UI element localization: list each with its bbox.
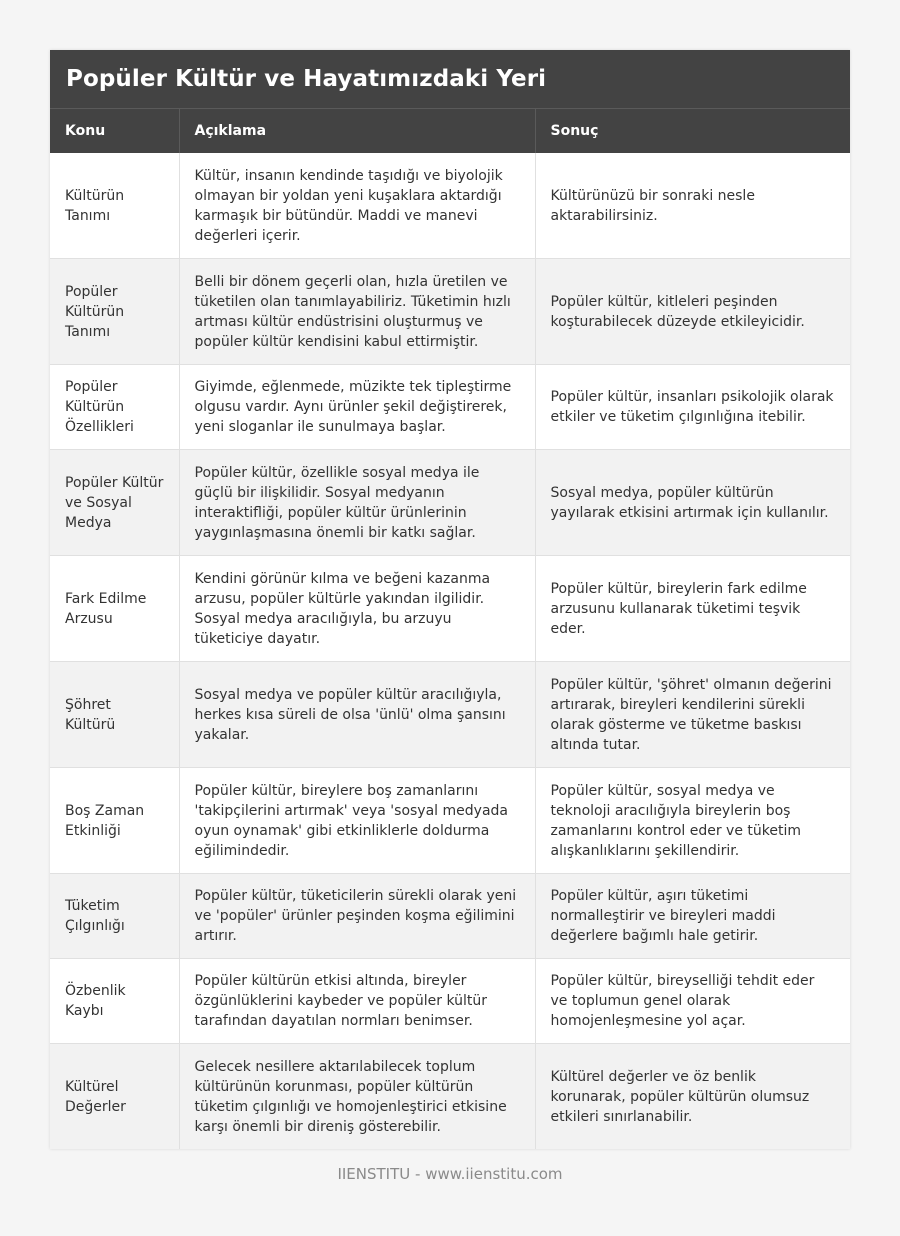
cell-aciklama: Kendini görünür kılma ve beğeni kazanma arzusu, popüler kültürle yakından ilgilidir. Sosyal medya aracılığıyla, bu arzuyu tüketiciye dayatır. bbox=[179, 556, 535, 662]
table-row bbox=[50, 153, 850, 259]
cell-konu: Kültürel Değerler bbox=[50, 1044, 179, 1150]
table-row bbox=[50, 1044, 850, 1150]
cell-konu: Popüler Kültürün Tanımı bbox=[50, 259, 179, 365]
table-row bbox=[50, 768, 850, 874]
cell-sonuc: Popüler kültür, insanları psikolojik olarak etkiler ve tüketim çılgınlığına itebilir. bbox=[535, 365, 850, 450]
footer-credit: IIENSTITU - www.iienstitu.com bbox=[337, 1165, 563, 1183]
cell-sonuc: Popüler kültür, aşırı tüketimi normalleştirir ve bireyleri maddi değerlere bağımlı hale getirir. bbox=[535, 874, 850, 959]
cell-aciklama: Popüler kültür, tüketicilerin sürekli olarak yeni ve 'popüler' ürünler peşinden koşma eğilimini artırır. bbox=[179, 874, 535, 959]
cell-aciklama: Gelecek nesillere aktarılabilecek toplum kültürünün korunması, popüler kültürün tüketim çılgınlığı ve homojenleştirici etkisine karşı önemli bir direniş gösterebilir. bbox=[179, 1044, 535, 1150]
table-row bbox=[50, 662, 850, 768]
cell-aciklama: Giyimde, eğlenmede, müzikte tek tipleştirme olgusu vardır. Aynı ürünler şekil değiştirerek, yeni sloganlar ile sunulmaya başlar. bbox=[179, 365, 535, 450]
cell-sonuc: Sosyal medya, popüler kültürün yayılarak etkisini artırmak için kullanılır. bbox=[535, 450, 850, 556]
cell-konu: Popüler Kültürün Özellikleri bbox=[50, 365, 179, 450]
cell-konu: Kültürün Tanımı bbox=[50, 153, 179, 259]
cell-aciklama: Popüler kültür, özellikle sosyal medya ile güçlü bir ilişkilidir. Sosyal medyanın interaktifliği, popüler kültür ürünlerinin yaygınlaşmasına önemli bir katkı sağlar. bbox=[179, 450, 535, 556]
cell-konu: Fark Edilme Arzusu bbox=[50, 556, 179, 662]
table-row bbox=[50, 259, 850, 365]
cell-aciklama: Sosyal medya ve popüler kültür aracılığıyla, herkes kısa süreli de olsa 'ünlü' olma şansını yakalar. bbox=[179, 662, 535, 768]
cell-konu: Şöhret Kültürü bbox=[50, 662, 179, 768]
header-konu: Konu bbox=[50, 109, 179, 153]
cell-konu: Popüler Kültür ve Sosyal Medya bbox=[50, 450, 179, 556]
cell-aciklama: Popüler kültür, bireylere boş zamanlarını 'takipçilerini artırmak' veya 'sosyal medyada oyun oynamak' gibi etkinliklerle doldurma eğilimindedir. bbox=[179, 768, 535, 874]
content-table bbox=[50, 109, 850, 1149]
table-row bbox=[50, 556, 850, 662]
cell-konu: Boş Zaman Etkinliği bbox=[50, 768, 179, 874]
cell-sonuc: Popüler kültür, 'şöhret' olmanın değerini artırarak, bireyleri kendilerini sürekli olarak gösterme ve tüketme baskısı altında tutar. bbox=[535, 662, 850, 768]
cell-sonuc: Kültürünüzü bir sonraki nesle aktarabilirsiniz. bbox=[535, 153, 850, 259]
cell-konu: Tüketim Çılgınlığı bbox=[50, 874, 179, 959]
table-row bbox=[50, 365, 850, 450]
cell-sonuc: Popüler kültür, sosyal medya ve teknoloji aracılığıyla bireylerin boş zamanlarını kontrol eder ve tüketim alışkanlıklarını şekillendirir. bbox=[535, 768, 850, 874]
cell-sonuc: Popüler kültür, kitleleri peşinden koşturabilecek düzeyde etkileyicidir. bbox=[535, 259, 850, 365]
cell-sonuc: Popüler kültür, bireyselliği tehdit eder ve toplumun genel olarak homojenleşmesine yol açar. bbox=[535, 959, 850, 1044]
header-sonuc: Sonuç bbox=[535, 109, 850, 153]
table-row bbox=[50, 874, 850, 959]
cell-konu: Özbenlik Kaybı bbox=[50, 959, 179, 1044]
cell-sonuc: Popüler kültür, bireylerin fark edilme arzusunu kullanarak tüketimi teşvik eder. bbox=[535, 556, 850, 662]
table-row bbox=[50, 450, 850, 556]
cell-sonuc: Kültürel değerler ve öz benlik korunarak, popüler kültürün olumsuz etkileri sınırlanabilir. bbox=[535, 1044, 850, 1150]
cell-aciklama: Kültür, insanın kendinde taşıdığı ve biyolojik olmayan bir yoldan yeni kuşaklara aktardığı karmaşık bir bütündür. Maddi ve manevi değerleri içerir. bbox=[179, 153, 535, 259]
cell-aciklama: Popüler kültürün etkisi altında, bireyler özgünlüklerini kaybeder ve popüler kültür tarafından dayatılan normları benimser. bbox=[179, 959, 535, 1044]
header-aciklama: Açıklama bbox=[179, 109, 535, 153]
page-title: Popüler Kültür ve Hayatımızdaki Yeri bbox=[66, 66, 547, 92]
table-row bbox=[50, 959, 850, 1044]
title-bar bbox=[50, 50, 850, 109]
table-card bbox=[50, 50, 850, 1149]
cell-aciklama: Belli bir dönem geçerli olan, hızla üretilen ve tüketilen olan tanımlayabiliriz. Tüketimin hızlı artması kültür endüstrisini oluşturmuş ve popüler kültür kendisini kabul ettirmiştir. bbox=[179, 259, 535, 365]
table-header-row bbox=[50, 109, 850, 153]
